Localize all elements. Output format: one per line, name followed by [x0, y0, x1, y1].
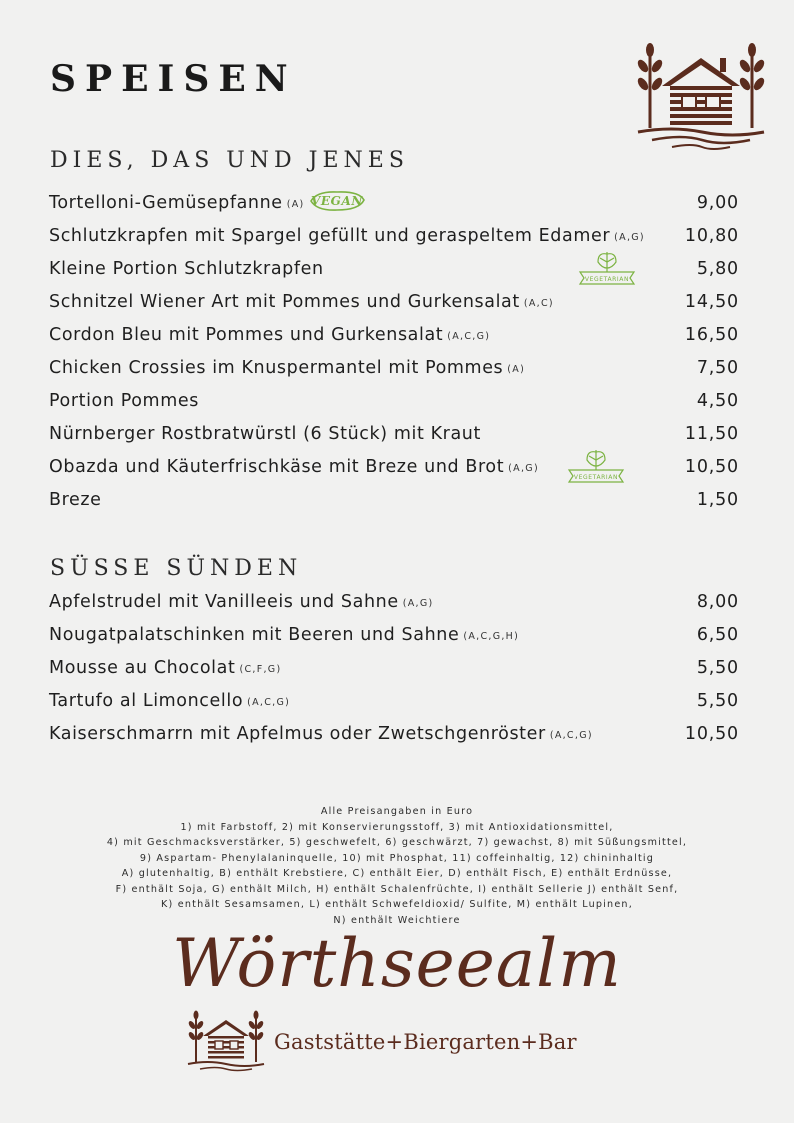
menu-item [49, 483, 739, 516]
item-allergens: (A,C,G) [549, 730, 593, 741]
item-name: Schlutzkrapfen mit Spargel gefüllt und geraspeltem Edamer [49, 225, 611, 246]
item-price: 5,80 [696, 258, 739, 279]
item-name: Nürnberger Rostbratwürstl (6 Stück) mit Kraut [49, 423, 481, 444]
cabin-logo-small-icon [186, 1006, 266, 1076]
item-price: 9,00 [696, 192, 739, 213]
item-price: 7,50 [696, 357, 739, 378]
footnote-line: K) enthält Sesamsamen, L) enthält Schwefeldioxid/ Sulfite, M) enthält Lupinen, [161, 899, 633, 910]
item-name: Breze [49, 489, 102, 510]
menu-item [49, 285, 739, 318]
footnote-line: 1) mit Farbstoff, 2) mit Konservierungsstoff, 3) mit Antioxidationsmittel, [180, 821, 614, 833]
item-name: Chicken Crossies im Knuspermantel mit Pommes [49, 357, 504, 378]
vegetarian-badge-label: VEGETARIAN [573, 474, 619, 481]
section-title-dies-das-jenes: DIES, DAS UND JENES [50, 148, 409, 173]
menu-list-desserts [49, 585, 739, 750]
item-allergens: (A,G) [508, 463, 539, 474]
brand-tagline: Gaststätte+Biergarten+Bar [274, 1030, 577, 1054]
item-allergens: (A,C) [523, 298, 554, 309]
item-price: 4,50 [696, 390, 739, 411]
item-allergens: (A,G) [614, 232, 645, 243]
item-name: Mousse au Chocolat [49, 657, 236, 678]
item-price: 10,50 [684, 456, 739, 477]
vegan-badge [307, 189, 367, 213]
item-allergens: (A,C,G,H) [463, 631, 520, 642]
item-allergens: (A,C,G) [447, 331, 491, 342]
item-name: Apfelstrudel mit Vanilleeis und Sahne [49, 591, 399, 612]
item-name: Tortelloni-Gemüsepfanne [49, 192, 283, 213]
item-allergens: (C,F,G) [239, 664, 282, 675]
item-price: 5,50 [696, 690, 739, 711]
vegetarian-badge [565, 444, 627, 484]
vegan-badge-label: VEGAN [310, 193, 363, 208]
item-name: Cordon Bleu mit Pommes und Gurkensalat [49, 324, 444, 345]
menu-item [49, 585, 739, 618]
item-price: 5,50 [696, 657, 739, 678]
vegetarian-badge-label: VEGETARIAN [584, 276, 630, 283]
item-price: 6,50 [696, 624, 739, 645]
item-allergens: (A) [507, 364, 526, 375]
menu-item [49, 384, 739, 417]
menu-item [49, 186, 739, 219]
vegetarian-badge [576, 246, 638, 286]
menu-item [49, 417, 739, 450]
menu-item [49, 450, 739, 483]
item-allergens: (A,C,G) [247, 697, 291, 708]
menu-item [49, 618, 739, 651]
footnote-line: N) enthält Weichtiere [333, 914, 461, 926]
item-allergens: (A,G) [402, 598, 434, 609]
menu-item [49, 351, 739, 384]
menu-item [49, 684, 739, 717]
menu-item [49, 252, 739, 285]
item-price: 10,80 [684, 225, 739, 246]
footnotes [20, 804, 774, 928]
cabin-logo-icon [632, 36, 768, 154]
item-name: Portion Pommes [49, 390, 199, 411]
item-price: 10,50 [684, 723, 739, 744]
item-name: Kaiserschmarrn mit Apfelmus oder Zwetschgenröster [49, 723, 546, 744]
menu-list-main [49, 186, 739, 516]
item-price: 11,50 [684, 423, 739, 444]
currency-note: Alle Preisangaben in Euro [320, 806, 474, 817]
footnote-line: A) glutenhaltig, B) enthält Krebstiere, C) enthält Eier, D) enthält Fisch, E) enthält Erdnüsse, [121, 868, 673, 879]
menu-item [49, 717, 739, 750]
item-price: 1,50 [696, 489, 739, 510]
item-price: 16,50 [684, 324, 739, 345]
page-title: SPEISEN [50, 58, 297, 100]
menu-item [49, 318, 739, 351]
item-price: 14,50 [684, 291, 739, 312]
item-name: Obazda und Käuterfrischkäse mit Breze und Brot [49, 456, 505, 477]
menu-item [49, 651, 739, 684]
brand-name: Wörthseealm [172, 925, 622, 1002]
item-price: 8,00 [696, 591, 739, 612]
footnote-line: F) enthält Soja, G) enthält Milch, H) enthält Schalenfrüchte, I) enthält Sellerie J) enthält Senf, [115, 883, 679, 895]
section-title-suesse-suenden: SÜSSE SÜNDEN [50, 556, 303, 581]
footnote-line: 9) Aspartam- Phenylalaninquelle, 10) mit Phosphat, 11) coffeinhaltig, 12) chininhaltig [139, 852, 655, 864]
item-name: Kleine Portion Schlutzkrapfen [49, 258, 324, 279]
item-name: Nougatpalatschinken mit Beeren und Sahne [49, 624, 460, 645]
item-name: Tartufo al Limoncello [49, 690, 244, 711]
item-name: Schnitzel Wiener Art mit Pommes und Gurkensalat [49, 291, 520, 312]
item-allergens: (A) [286, 199, 305, 210]
footnote-line: 4) mit Geschmacksverstärker, 5) geschwefelt, 6) geschwärzt, 7) gewachst, 8) mit Süßungsmittel, [106, 837, 688, 848]
